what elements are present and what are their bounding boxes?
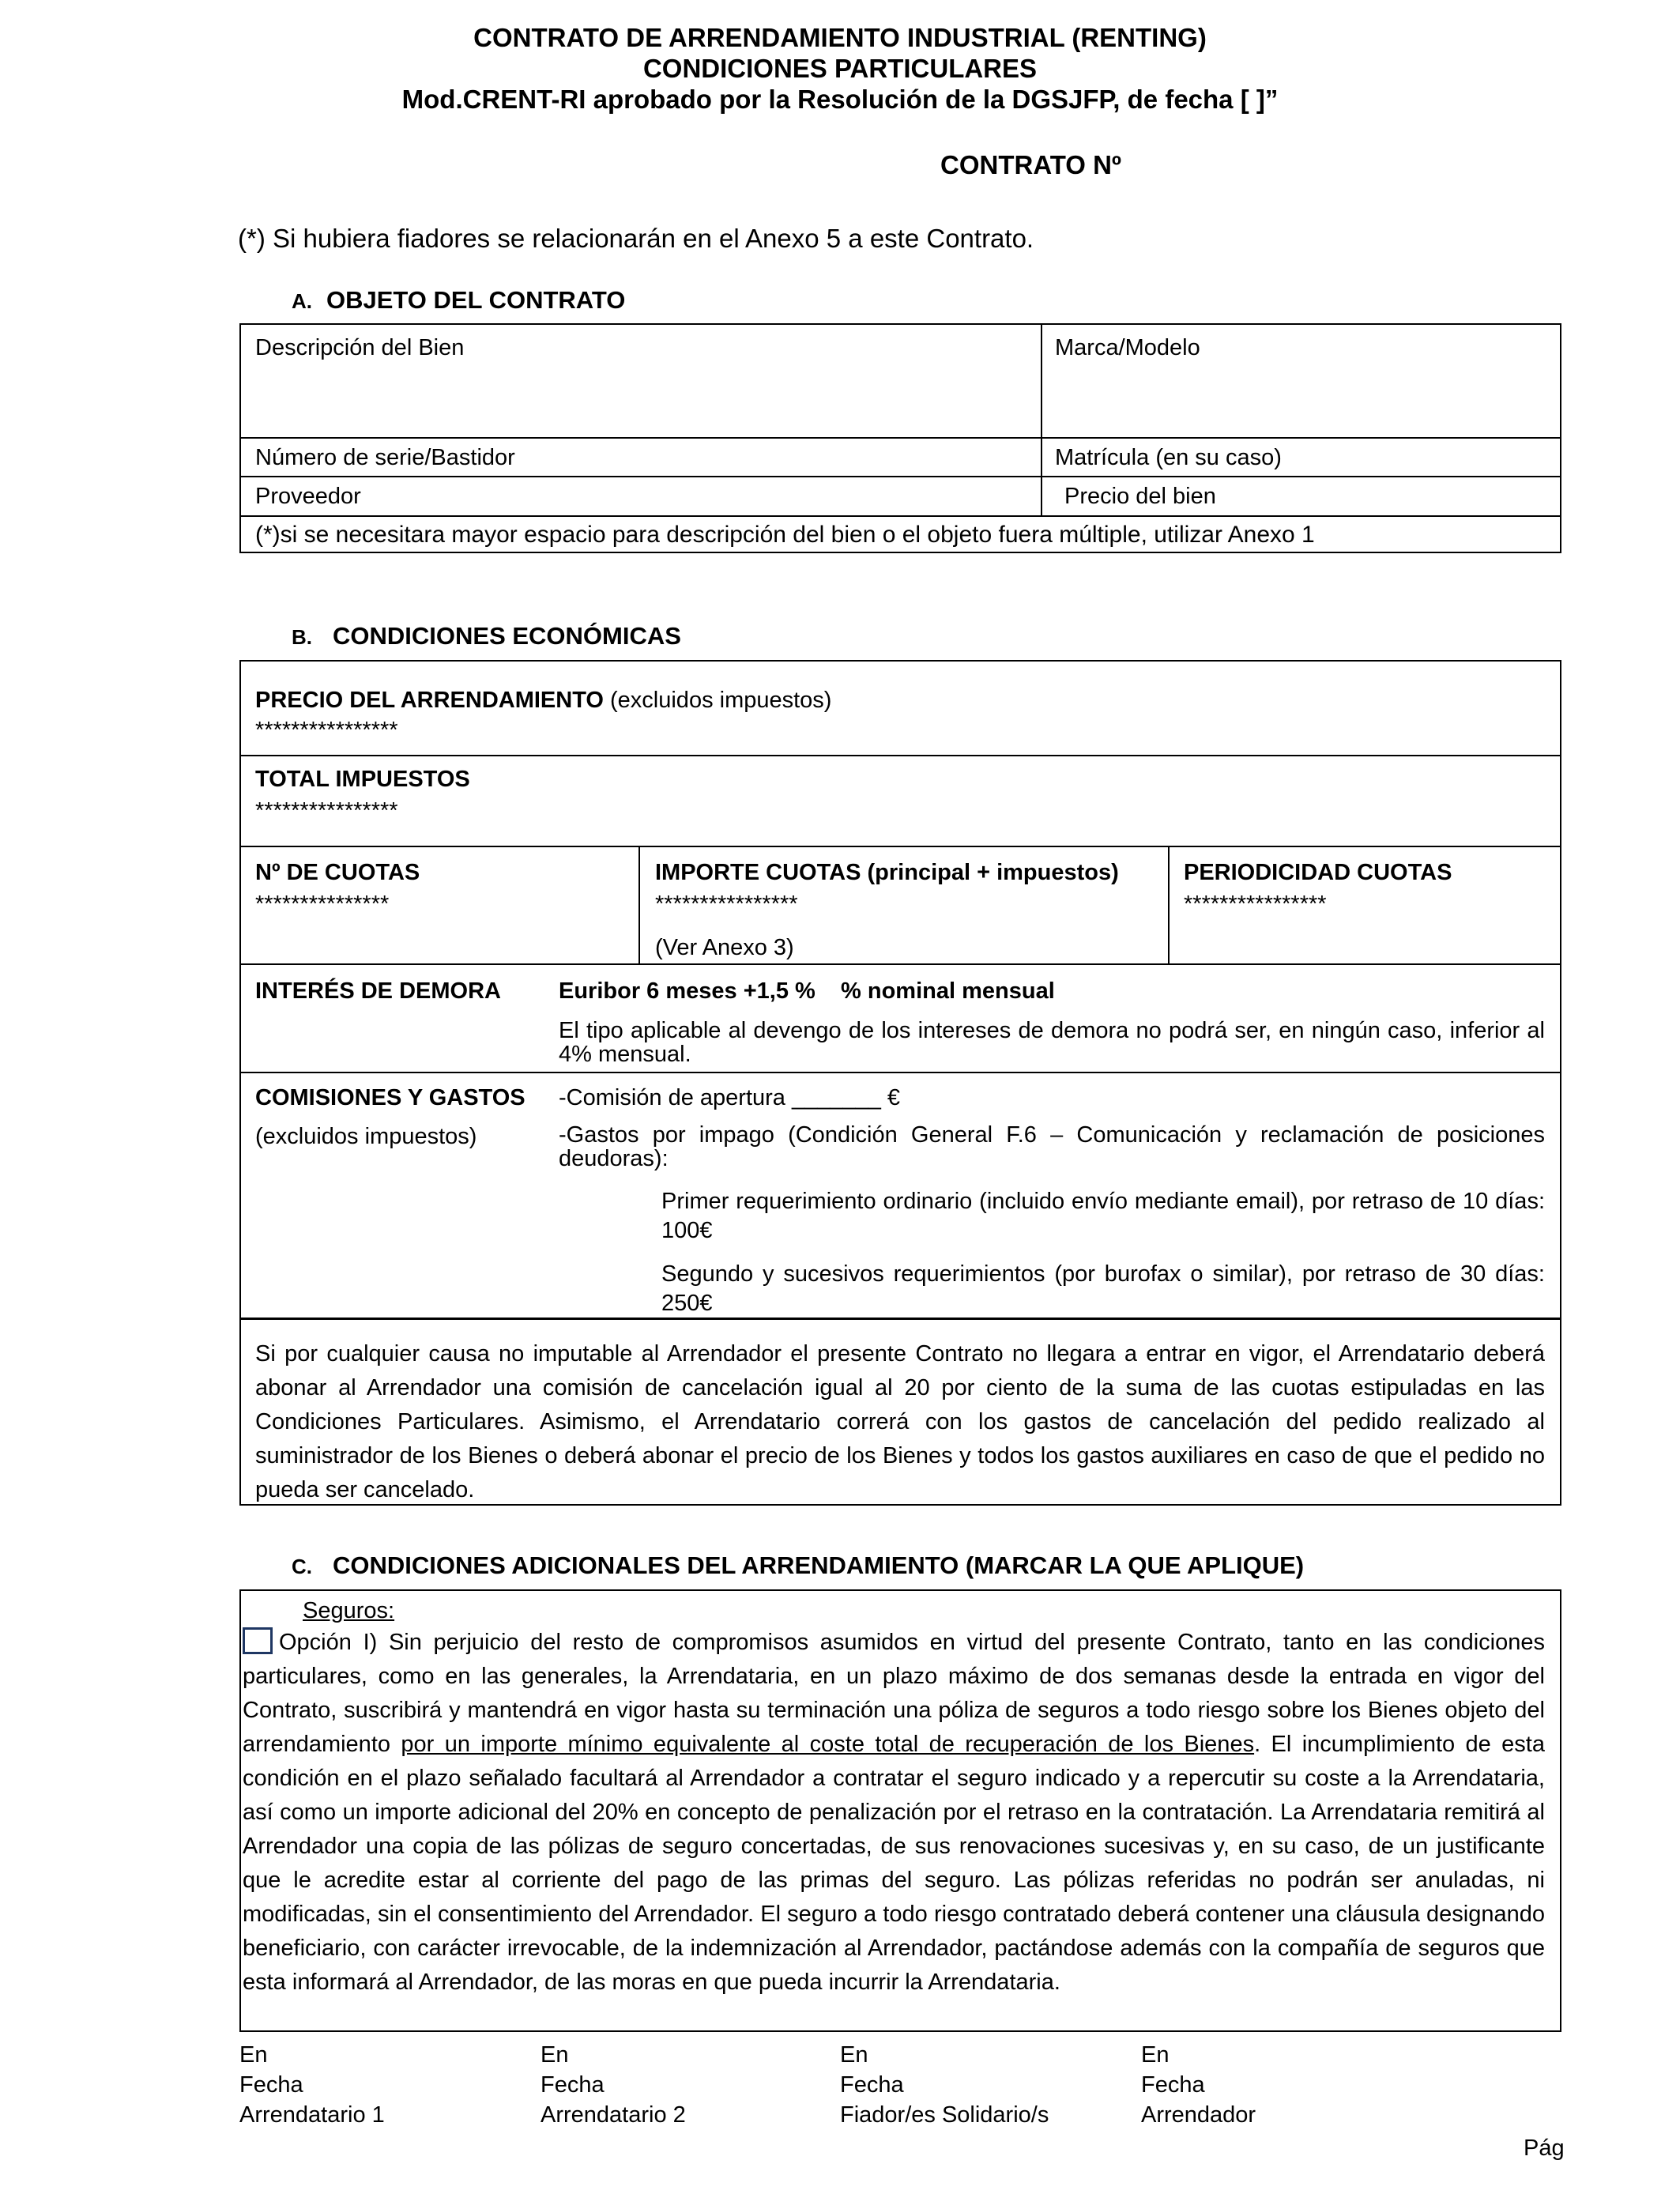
marca-field: Marca/Modelo <box>1055 335 1200 360</box>
interes-demora-note: El tipo aplicable al devengo de los intereses de demora no podrá ser, en ningún caso, inferior al 4% mensual. <box>559 1018 1545 1067</box>
matricula-field: Matrícula (en su caso) <box>1055 445 1282 470</box>
signature-role: Arrendatario 1 <box>239 2102 385 2128</box>
signature-fecha: Fecha <box>239 2072 303 2098</box>
document-model: Mod.CRENT-RI aprobado por la Resolución de la DGSJFP, de fecha [ ]” <box>401 85 1279 114</box>
importe-cuotas-value: **************** <box>655 892 798 917</box>
comision-apertura: -Comisión de apertura _______ € <box>559 1085 901 1110</box>
signature-role: Fiador/es Solidario/s <box>840 2102 1049 2128</box>
total-impuestos-value: **************** <box>255 798 398 824</box>
signature-en: En <box>239 2042 268 2068</box>
section-c-title: CONDICIONES ADICIONALES DEL ARRENDAMIENTO (MARCAR LA QUE APLIQUE) <box>333 1551 1305 1579</box>
periodicidad-label: PERIODICIDAD CUOTAS <box>1184 860 1452 885</box>
opcion-i-text: Opción I) Sin perjuicio del resto de compromisos asumidos en virtud del presente Contrato, tanto en las condiciones particulares, como en las generales, la Arrendataria, en un plazo máximo de dos semanas desde la entrada en vigor del Contrato, suscribirá y mantendrá en vigor hasta su terminación una póliza de seguros a todo riesgo sobre los Bienes objeto del arrendamiento <box>243 1630 1545 1757</box>
interes-demora-label: INTERÉS DE DEMORA <box>255 978 501 1004</box>
opcion-i-checkbox[interactable] <box>243 1627 273 1654</box>
section-b-letter: B. <box>292 625 312 649</box>
comisiones-label: COMISIONES Y GASTOS <box>255 1085 525 1110</box>
section-b-heading <box>292 622 681 650</box>
document-title: CONTRATO DE ARRENDAMIENTO INDUSTRIAL (RENTING) <box>473 23 1207 52</box>
signature-block-2 <box>541 2040 686 2130</box>
segundo-requerimiento: Segundo y sucesivos requerimientos (por burofax o similar), por retraso de 30 días: 250€ <box>661 1261 1545 1316</box>
document-subtitle: CONDICIONES PARTICULARES <box>642 54 1038 83</box>
signature-role: Arrendatario 2 <box>541 2102 686 2128</box>
primer-requerimiento: Primer requerimiento ordinario (incluido envío mediante email), por retraso de 10 días: 100€ <box>661 1189 1545 1243</box>
section-a-letter: A. <box>292 289 312 313</box>
periodicidad-value: **************** <box>1184 892 1327 917</box>
opcion-i-text-rest: . El incumplimiento de esta condición en el plazo señalado facultará al Arrendador a contratar el seguro indicado y a repercutir su coste a la Arrendataria, así como un importe adicional del 20% en concepto de penalización por el retraso en la contratación. La Arrendataria remitirá al Arrendador una copia de las pólizas de seguro concertadas, de sus renovaciones sucesivas y, en su caso, de un justificante que le acredite estar al corriente del pago de las primas del seguro. Las pólizas referidas no podrán ser anuladas, ni modificadas, sin el consentimiento del Arrendador. El seguro a todo riesgo contratado deberá contener una cláusula designando beneficiario, con carácter irrevocable, de la indemnización al Arrendador, pactándose además con la compañía de seguros que esta informará al Arrendador, de las moras en que pueda incurrir la Arrendataria. <box>243 1732 1545 1995</box>
signature-en: En <box>1141 2042 1170 2068</box>
interes-demora-value: Euribor 6 meses +1,5 % % nominal mensual <box>559 978 1055 1004</box>
section-b-title: CONDICIONES ECONÓMICAS <box>333 622 681 650</box>
precio-arrendamiento-value: **************** <box>255 718 398 743</box>
precio-arrendamiento-suffix: (excluidos impuestos) <box>603 688 832 713</box>
signature-fecha: Fecha <box>541 2072 605 2098</box>
signature-block-1 <box>239 2040 385 2130</box>
signature-en: En <box>840 2042 868 2068</box>
section-a-title: OBJETO DEL CONTRATO <box>326 286 626 314</box>
comisiones-sublabel: (excluidos impuestos) <box>255 1124 477 1149</box>
signature-block-3 <box>840 2040 1049 2130</box>
precio-bien-field: Precio del bien <box>1064 484 1216 509</box>
page-label: Pág <box>1524 2136 1565 2161</box>
opcion-i-paragraph <box>243 1626 1545 2000</box>
num-cuotas-value: *************** <box>255 892 390 917</box>
precio-arrendamiento-label: PRECIO DEL ARRENDAMIENTO <box>255 688 604 713</box>
gastos-impago: -Gastos por impago (Condición General F.6 – Comunicación y reclamación de posiciones deudoras): <box>559 1122 1545 1171</box>
descripcion-field: Descripción del Bien <box>255 335 465 360</box>
serie-field: Número de serie/Bastidor <box>255 445 515 470</box>
signature-en: En <box>541 2042 569 2068</box>
guarantor-note: (*) Si hubiera fiadores se relacionarán en el Anexo 5 a este Contrato. <box>238 224 1034 253</box>
seguros-label: Seguros: <box>303 1598 395 1623</box>
economic-table <box>239 660 1561 1506</box>
signature-block-4 <box>1141 2040 1256 2130</box>
object-table <box>239 323 1561 553</box>
signature-role: Arrendador <box>1141 2102 1256 2128</box>
num-cuotas-label: Nº DE CUOTAS <box>255 860 420 885</box>
opcion-i-underlined: por un importe mínimo equivalente al coste total de recuperación de los Bienes <box>401 1732 1255 1757</box>
importe-cuotas-label: IMPORTE CUOTAS (principal + impuestos) <box>655 860 1119 885</box>
additional-conditions-table <box>239 1589 1561 2032</box>
cancelacion-paragraph: Si por cualquier causa no imputable al Arrendador el presente Contrato no llegara a entrar en vigor, el Arrendatario deberá abonar al Arrendador una comisión de cancelación igual al 20 por ciento de la suma de las cuotas estipuladas en las Condiciones Particulares. Asimismo, el Arrendatario correrá con los gastos de cancelación del pedido realizado al suministrador de los Bienes o deberá abonar el precio de los Bienes y todos los gastos auxiliares en caso de que el pedido no pueda ser cancelado. <box>255 1341 1545 1502</box>
section-c-heading <box>292 1551 1304 1580</box>
importe-cuotas-note: (Ver Anexo 3) <box>655 935 794 960</box>
contract-number-label: CONTRATO Nº <box>940 150 1121 179</box>
proveedor-field: Proveedor <box>255 484 361 509</box>
signature-fecha: Fecha <box>1141 2072 1205 2098</box>
object-note: (*)si se necesitara mayor espacio para descripción del bien o el objeto fuera múltiple, utilizar Anexo 1 <box>255 522 1315 548</box>
section-c-letter: C. <box>292 1555 312 1578</box>
section-a-heading <box>292 286 625 315</box>
total-impuestos-label: TOTAL IMPUESTOS <box>255 767 470 792</box>
signature-fecha: Fecha <box>840 2072 904 2098</box>
